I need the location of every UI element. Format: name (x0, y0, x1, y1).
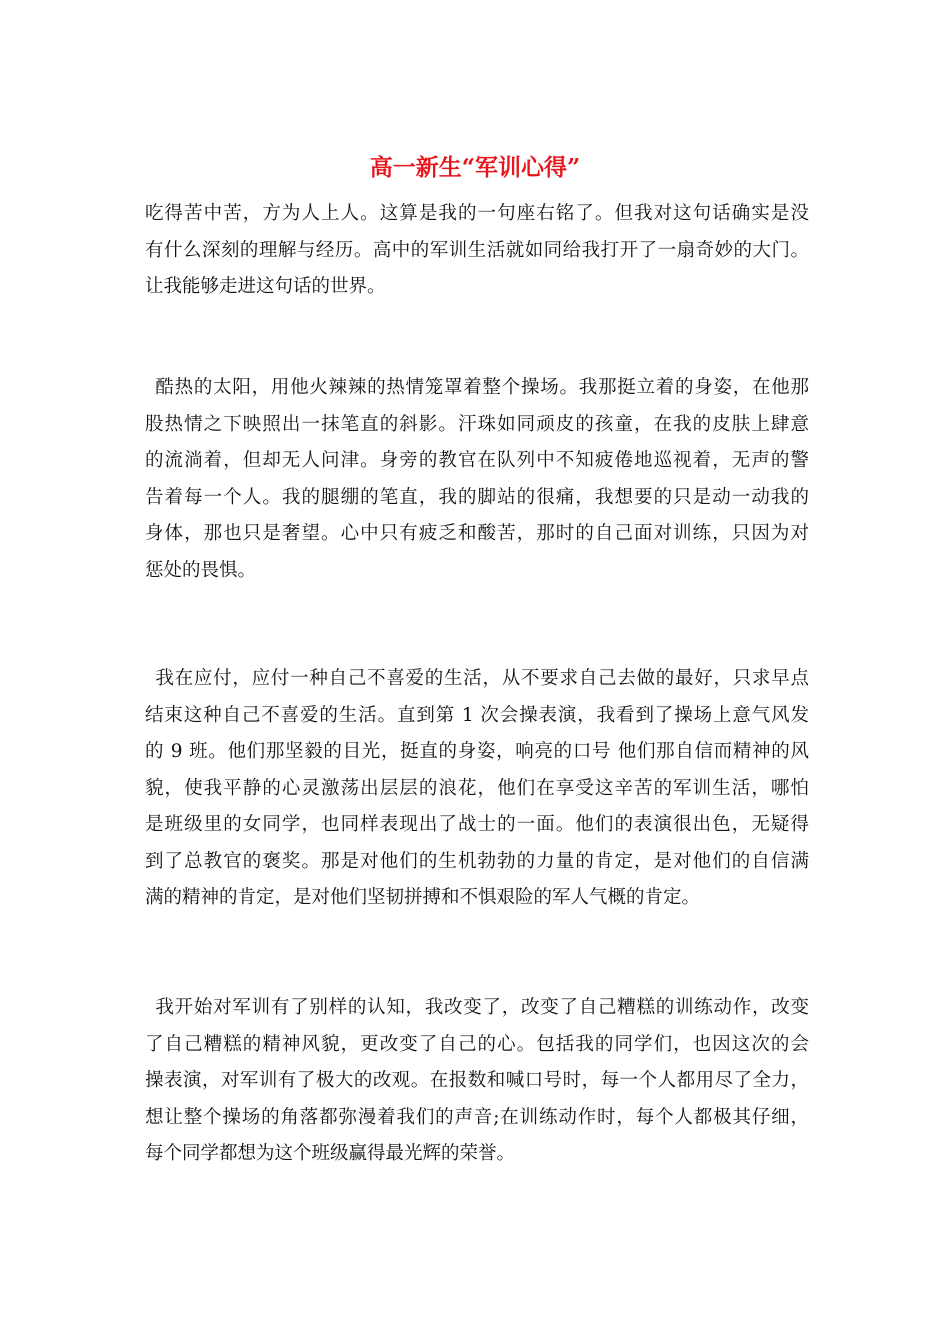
paragraph-3 (145, 661, 809, 917)
text-line: 吃得苦中苦，方为人上人。这算是我的一句座右铭了。但我对这句话确实是没 (145, 203, 809, 224)
text-line: 了自己糟糕的精神风貌，更改变了自己的心。包括我的同学们，也因这次的会 (145, 1033, 809, 1055)
text-line: 结束这种自己不喜爱的生活。直到第 1 次会操表演，我看到了操场上意气风发 (145, 704, 809, 726)
paragraph-2 (145, 370, 809, 589)
text-line: 股热情之下映照出一抹笔直的斜影。汗珠如同顽皮的孩童，在我的皮肤上肆意 (145, 413, 809, 435)
text-line: 惩处的畏惧。 (145, 559, 257, 581)
text-line: 我在应付，应付一种自己不喜爱的生活，从不要求自己去做的最好，只求早点 (155, 668, 809, 689)
text-line: 让我能够走进这句话的世界。 (145, 276, 386, 297)
text-line: 身体，那也只是奢望。心中只有疲乏和酸苦，那时的自己面对训练，只因为对 (145, 523, 809, 544)
text-line: 的 9 班。他们那坚毅的目光，挺直的身姿，响亮的口号 他们那自信而精神的风 (145, 741, 809, 762)
document-title: 高一新生“军训心得” (369, 154, 581, 181)
text-line: 满的精神的肯定，是对他们坚韧拼搏和不惧艰险的军人气概的肯定。 (145, 887, 701, 908)
text-line: 有什么深刻的理解与经历。高中的军训生活就如同给我打开了一扇奇妙的大门。 (145, 239, 809, 261)
text-line: 每个同学都想为这个班级赢得最光辉的荣誉。 (145, 1143, 516, 1164)
text-line: 貌，使我平静的心灵激荡出层层的浪花，他们在享受这辛苦的军训生活，哪怕 (145, 777, 809, 799)
text-line: 的流淌着，但却无人问津。身旁的教官在队列中不知疲倦地巡视着，无声的警 (145, 450, 809, 471)
text-line: 想让整个操场的角落都弥漫着我们的声音;在训练动作时，每个人都极其仔细， (145, 1106, 809, 1128)
text-line: 告着每一个人。我的腿绷的笔直，我的脚站的很痛，我想要的只是动一动我的 (145, 486, 809, 508)
text-line: 酷热的太阳，用他火辣辣的热情笼罩着整个操场。我那挺立着的身姿，在他那 (155, 377, 809, 398)
text-line: 我开始对军训有了别样的认知，我改变了，改变了自己糟糕的训练动作，改变 (155, 997, 809, 1018)
text-line: 操表演，对军训有了极大的改观。在报数和喊口号时，每一个人都用尽了全力， (145, 1070, 809, 1091)
paragraph-4 (145, 990, 809, 1173)
text-line: 到了总教官的褒奖。那是对他们的生机勃勃的力量的肯定，是对他们的自信满 (145, 850, 809, 872)
text-line: 是班级里的女同学，也同样表现出了战士的一面。他们的表演很出色，无疑得 (145, 814, 809, 835)
paragraph-1 (145, 196, 809, 306)
